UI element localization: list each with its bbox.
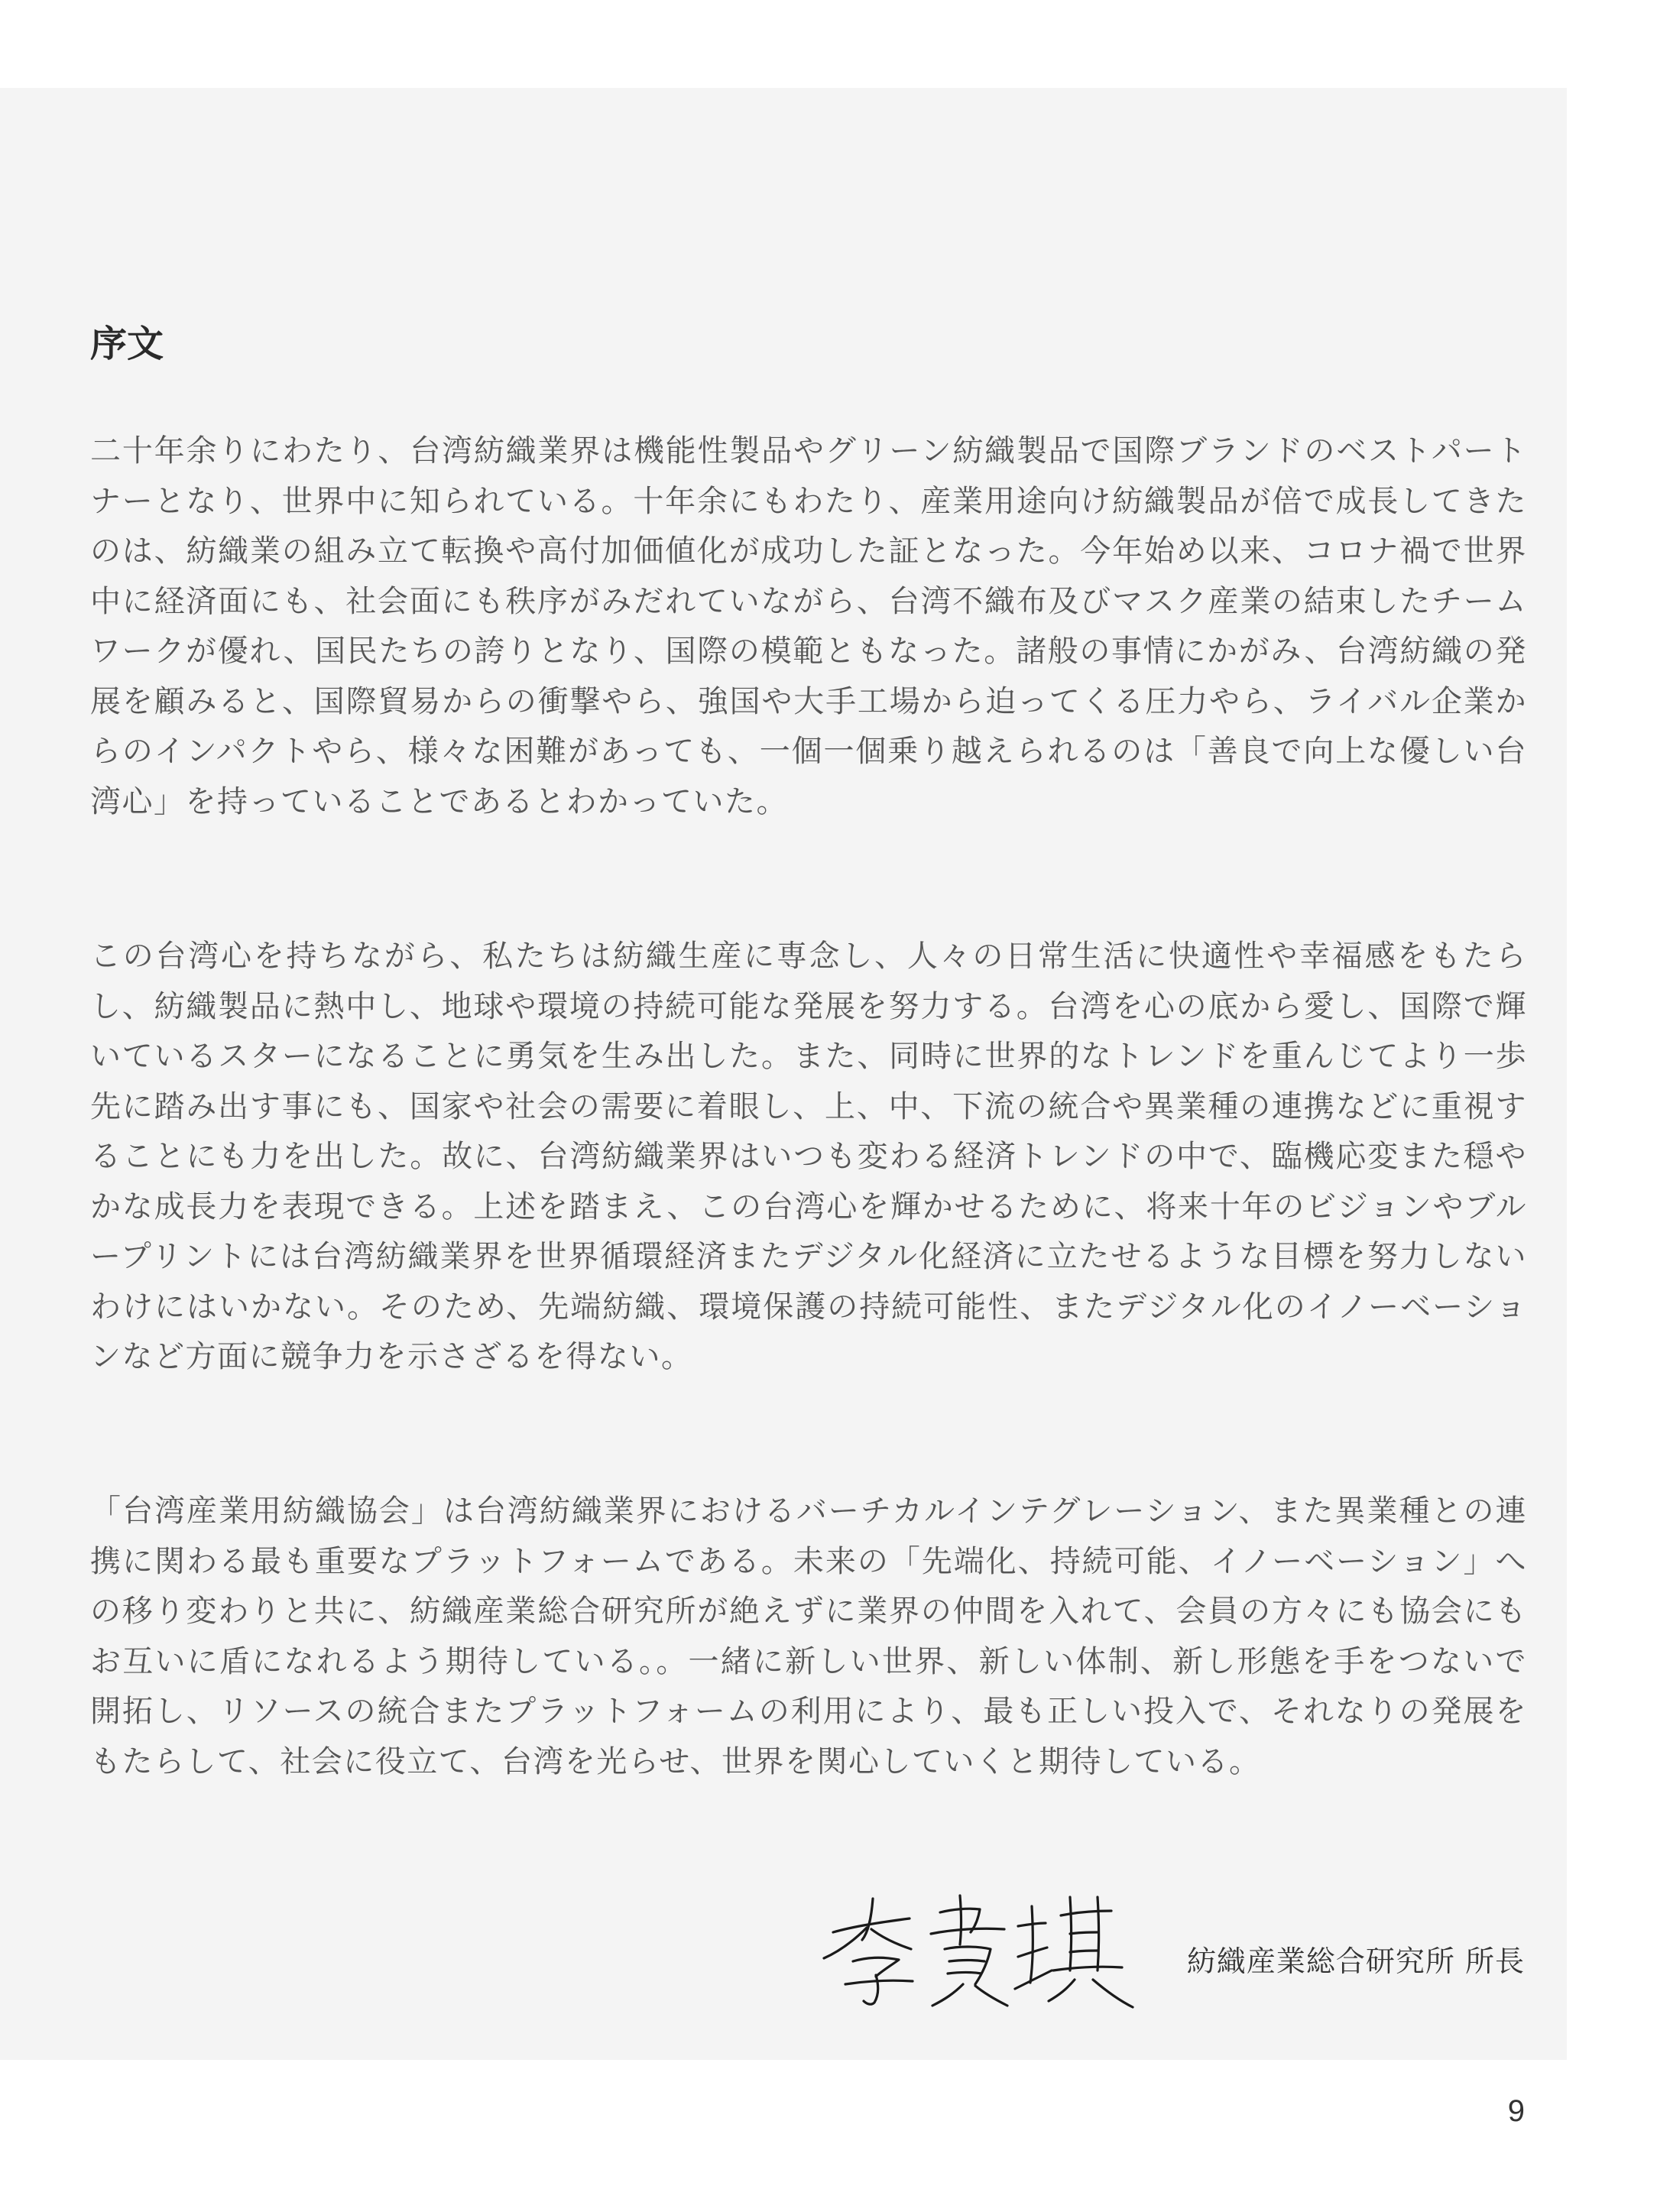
handwritten-signature [818, 1888, 1139, 2014]
paragraph-2: この台湾心を持ちながら、私たちは紡織生産に専念し、人々の日常生活に快適性や幸福感をもたらし、紡織製品に熱中し、地球や環境の持続可能な発展を努力する。台湾を心の底から愛し、国際で輝いているスターになることに勇気を生み出した。また、同時に世界的なトレンドを重んじてより一歩先に踏み出す事にも、国家や社会の需要に着眼し、上、中、下流の統合や異業種の連携などに重視することにも力を出した。故に、台湾紡織業界はいつも変わる経済トレンドの中で、臨機応変また穏やかな成長力を表現できる。上述を踏まえ、この台湾心を輝かせるために、将来十年のビジョンやブループリントには台湾紡織業界を世界循環経済またデジタル化経済に立たせるような目標を努力しないわけにはいかない。そのため、先端紡織、環境保護の持続可能性、またデジタル化のイノーベーションなど方面に競争力を示さざるを得ない。 [90, 939, 1527, 1374]
paragraph-3: 「台湾産業用紡織協会」は台湾紡織業界におけるバーチカルインテグレーション、また異業種との連携に関わる最も重要なプラットフォームである。未来の「先端化、持続可能、イノーベーション」への移り変わりと共に、紡織産業総合研究所が絶えずに業界の仲間を入れて、会員の方々にも協会にもお互いに盾になれるよう期待している。。一緒に新しい世界、新しい体制、新し形態を手をつないで開拓し、リソースの統合またプラットフォームの利用により、最も正しい投入で、それなりの発展をもたらして、社会に役立て、台湾を光らせ、世界を関心していくと期待している。 [90, 1494, 1527, 1779]
signer-title: 紡織産業総合研究所 所長 [1186, 1944, 1525, 1978]
page-number: 9 [1507, 2094, 1525, 2128]
page-title: 序文 [90, 323, 164, 365]
paragraph-1: 二十年余りにわたり、台湾紡織業界は機能性製品やグリーン紡織製品で国際ブランドのベストパートナーとなり、世界中に知られている。十年余にもわたり、産業用途向け紡織製品が倍で成長してきたのは、紡織業の組み立て転換や高付加価値化が成功した証となった。今年始め以来、コロナ禍で世界中に経済面にも、社会面にも秩序がみだれていながら、台湾不織布及びマスク産業の結束したチームワークが優れ、国民たちの誇りとなり、国際の模範ともなった。諸般の事情にかがみ、台湾紡織の発展を顧みると、国際貿易からの衝撃やら、強国や大手工場から迫ってくる圧力やら、ライバル企業からのインパクトやら、様々な困難があっても、一個一個乗り越えられるのは「善良で向上な優しい台湾心」を持っていることであるとわかっていた。 [90, 433, 1527, 819]
